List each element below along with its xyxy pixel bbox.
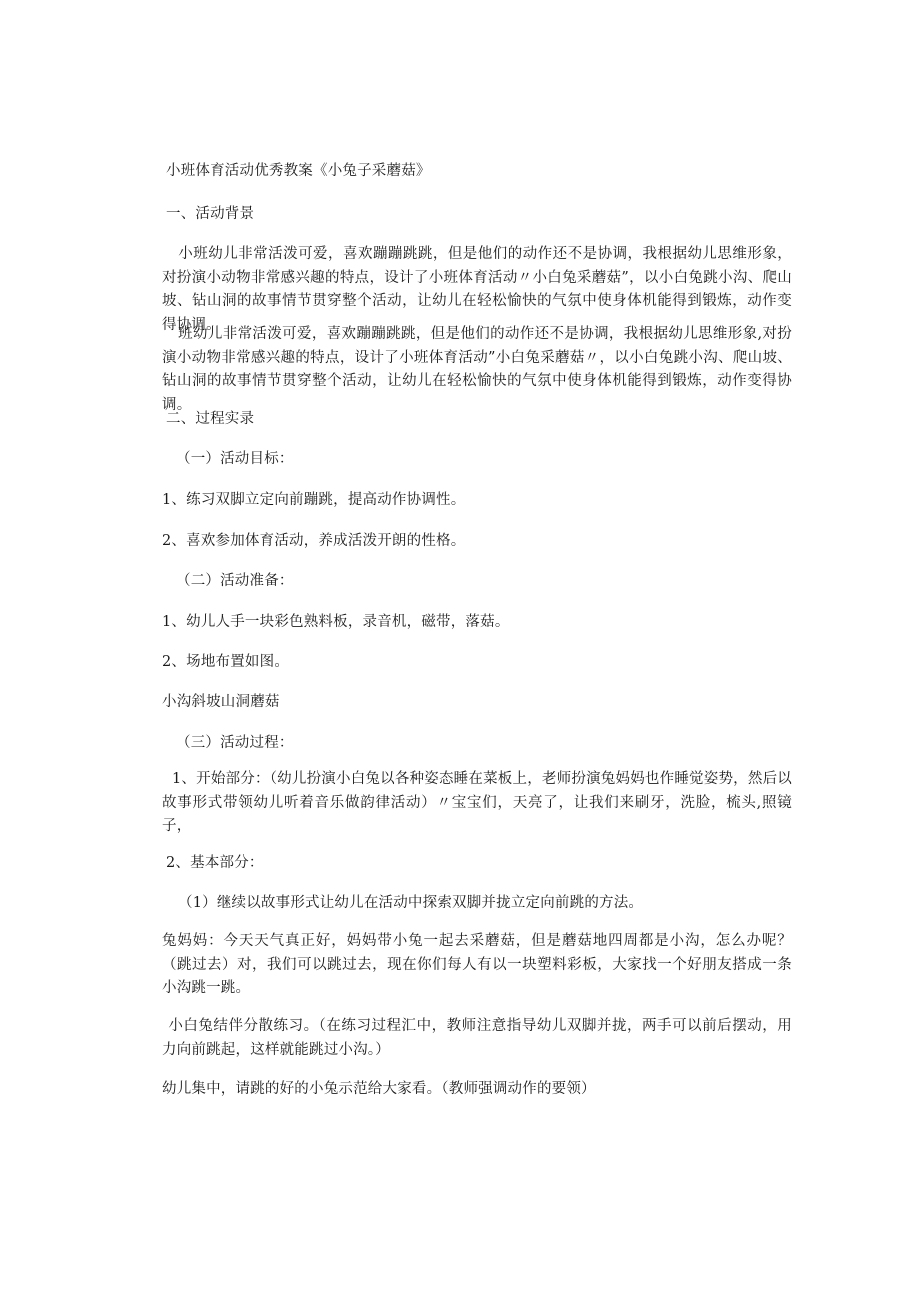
document-title: 小班体育活动优秀教案《小兔子采蘑菇》 <box>166 163 431 179</box>
section-heading-background: 一、活动背景 <box>166 206 255 222</box>
background-paragraph-1-text: 小班幼儿非常活泼可爱，喜欢蹦蹦跳跳，但是他们的动作还不是协调，我根据幼儿思维形象，对扮演小动物非常感兴趣的特点，设计了小班体育活动〃小白兔采蘑菇”，以小白兔跳小沟、爬山坡、钻山洞的故事情节贯穿整个活动，让幼儿在轻松愉快的气氛中使身体机能得到锻炼，动作变得协调。 <box>162 246 792 333</box>
process-start-paragraph <box>162 768 792 839</box>
prep-item-1: 1、幼儿人手一块彩色熟料板，录音机，磁带，落菇。 <box>162 614 510 630</box>
diagram-labels: 小沟斜坡山洞蘑菇 <box>162 694 280 710</box>
process-basic-item-1: （1）继续以故事形式让幼儿在活动中探索双脚并拢立定向前跳的方法。 <box>178 895 644 911</box>
practice-text: 小白兔结伴分散练习。（在练习过程汇中，教师注意指导幼儿双脚并拢，两手可以前后摆动，用力向前跳起，这样就能跳过小沟。） <box>162 1018 792 1058</box>
gather-paragraph: 幼儿集中，请跳的好的小兔示范给大家看。（教师强调动作的要领） <box>162 1081 596 1097</box>
goal-item-1: 1、练习双脚立定向前蹦跳，提高动作协调性。 <box>162 492 466 508</box>
background-paragraph-2 <box>162 323 792 417</box>
prep-item-2: 2、场地布置如图。 <box>162 654 290 670</box>
background-paragraph-2-text: 班幼儿非常活泼可爱，喜欢蹦蹦跳跳，但是他们的动作还不是协调，我根据幼儿思维形象,对扮演小动物非常感兴趣的特点，设计了小班体育活动”小白兔采蘑菇〃，以小白兔跳小沟、爬山坡、钻山洞的故事情节贯穿整个活动，让幼儿在轻松愉快的气氛中使身体机能得到锻炼，动作变得协调。 <box>162 326 792 413</box>
process-start-text: 1、开始部分：（幼儿扮演小白兔以各种姿态睡在菜板上，老师扮演兔妈妈也作睡觉姿势，然后以故事形式带领幼儿听着音乐做韵律活动）〃宝宝们，天亮了，让我们来刷牙，洗脸，梳头,照镜子， <box>162 771 792 834</box>
mother-speech-paragraph <box>162 930 792 1001</box>
subheading-goals: （一）活动目标： <box>176 451 294 467</box>
goal-item-2: 2、喜欢参加体育活动，养成活泼开朗的性格。 <box>162 533 466 549</box>
practice-paragraph <box>162 1015 792 1062</box>
process-basic-heading: 2、基本部分： <box>166 855 264 871</box>
section-heading-process: 二、过程实录 <box>166 411 255 427</box>
subheading-process: （三）活动过程： <box>176 735 294 751</box>
mother-speech-text: 兔妈妈：今天天气真正好，妈妈带小兔一起去采蘑菇，但是蘑菇地四周都是小沟，怎么办呢？（跳过去）对，我们可以跳过去，现在你们每人有以一块塑料彩板，大家找一个好朋友搭成一条小沟跳一跳。 <box>162 933 792 996</box>
subheading-preparation: （二）活动准备： <box>176 573 294 589</box>
